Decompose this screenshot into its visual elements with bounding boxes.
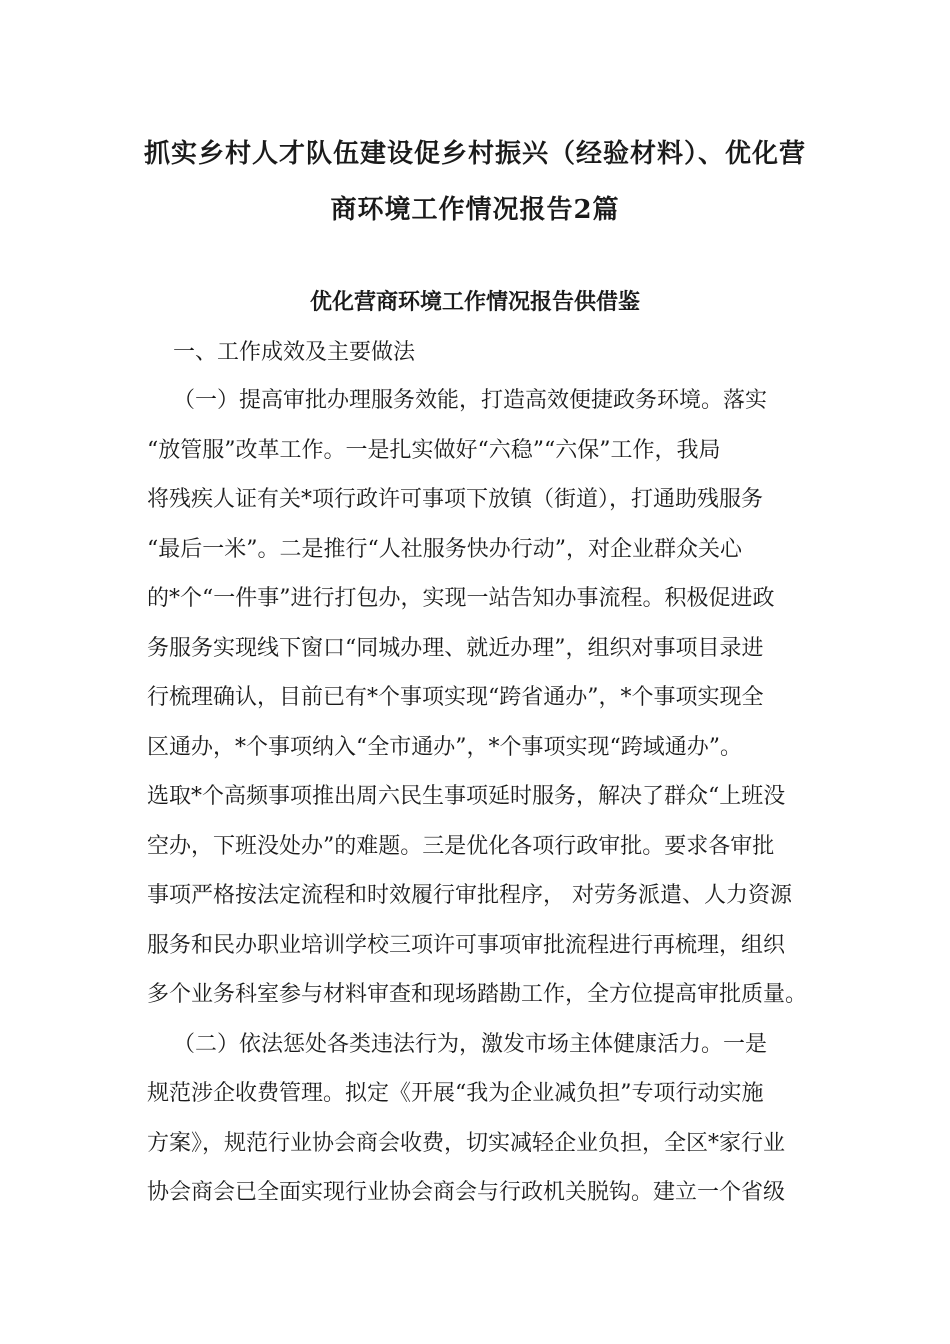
document-title: [120, 126, 830, 238]
paragraph-line: “最后一米”。二是推行“人社服务快办行动”，对企业群众关心: [147, 537, 742, 562]
paragraph-line: 规范涉企收费管理。拟定《开展“我为企业减负担”专项行动实施: [147, 1081, 764, 1106]
document-title-line-1: 抓实乡村人才队伍建设促乡村振兴（经验材料）、优化营: [143, 139, 806, 169]
paragraph-line: 选取*个高频事项推出周六民生事项延时服务，解决了群众“上班没: [147, 784, 786, 809]
paragraph-line: 务服务实现线下窗口“同城办理、就近办理”，组织对事项目录进: [147, 636, 764, 661]
paragraph-line: 事项严格按法定流程和时效履行审批程序， 对劳务派遣、人力资源: [147, 883, 792, 908]
paragraph-line: 空办，下班没处办”的难题。三是优化各项行政审批。要求各审批: [147, 834, 775, 859]
document-title-line-2: 商环境工作情况报告2篇: [330, 195, 620, 225]
section-title: 优化营商环境工作情况报告供借鉴: [309, 289, 640, 315]
paragraph-line: 方案》，规范行业协会商会收费，切实减轻企业负担，全区*家行业: [147, 1131, 786, 1156]
paragraph-line: （一）提高审批办理服务效能，打造高效便捷政务环境。落实: [173, 388, 768, 413]
paragraph-line: 行梳理确认，目前已有*个事项实现“跨省通办”，*个事项实现全: [147, 685, 764, 710]
paragraph-line: “放管服”改革工作。一是扎实做好“六稳”“六保”工作，我局: [147, 438, 721, 463]
paragraph-line: （二）依法惩处各类违法行为，激发市场主体健康活力。一是: [173, 1032, 768, 1057]
paragraph-line: 的*个“一件事”进行打包办，实现一站告知办事流程。积极促进政: [147, 586, 775, 611]
paragraph-line: 多个业务科室参与材料审查和现场踏勘工作，全方位提高审批质量。: [147, 982, 808, 1007]
heading-level-1: 一、工作成效及主要做法: [173, 340, 416, 365]
paragraph-line: 服务和民办职业培训学校三项许可事项审批流程进行再梳理，组织: [147, 933, 786, 958]
paragraph-line: 协会商会已全面实现行业协会商会与行政机关脱钩。建立一个省级: [147, 1180, 786, 1205]
paragraph-line: 区通办，*个事项纳入“全市通办”，*个事项实现“跨域通办”。: [147, 735, 742, 760]
paragraph-line: 将残疾人证有关*项行政许可事项下放镇（街道），打通助残服务: [147, 487, 764, 512]
